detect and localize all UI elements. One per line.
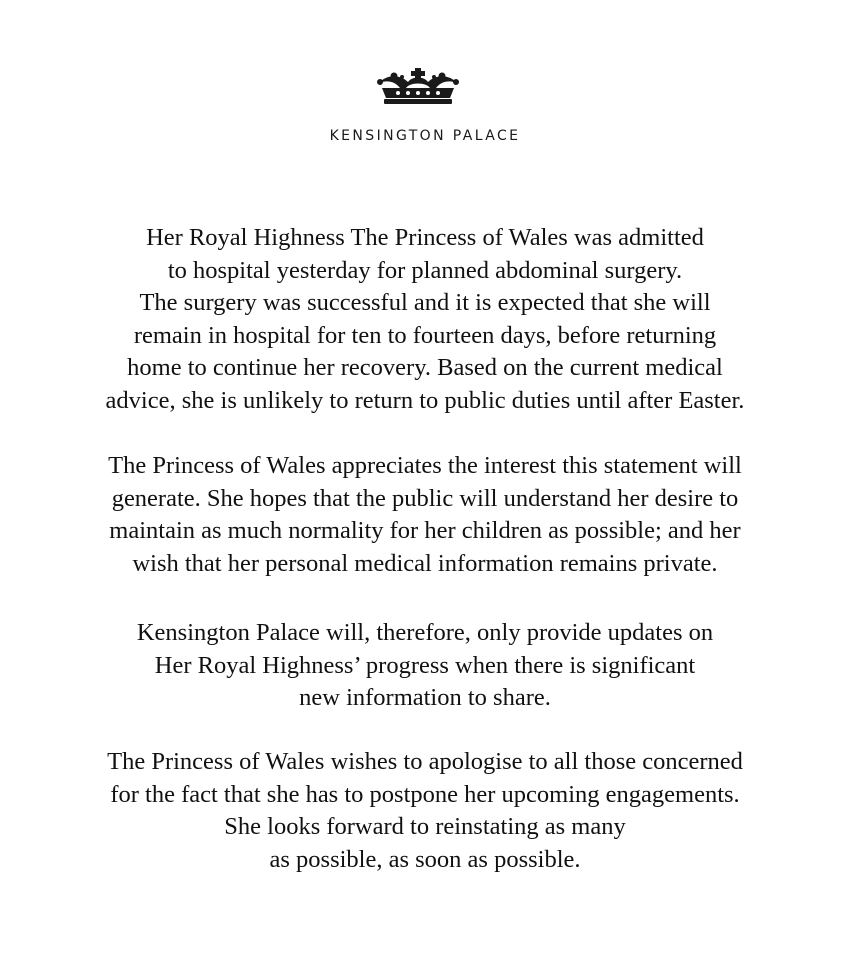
statement-line: as possible, as soon as possible. xyxy=(269,845,581,873)
statement-line: new information to share. xyxy=(299,684,551,711)
statement-line: for the fact that she has to postpone her upcoming engagements. xyxy=(110,780,740,808)
statement-paragraph xyxy=(0,746,850,876)
statement-line: generate. She hopes that the public will understand her desire to xyxy=(111,484,739,512)
statement-line: Her Royal Highness The Princess of Wales was admitted xyxy=(146,224,704,251)
statement-line: The Princess of Wales wishes to apologise to all those concerned xyxy=(107,748,743,775)
statement-line: Her Royal Highness’ progress when there is significant xyxy=(154,651,696,679)
statement-paragraph xyxy=(0,450,850,580)
statement-line: home to continue her recovery. Based on the current medical xyxy=(127,354,723,381)
statement-line: Kensington Palace will, therefore, only provide updates on xyxy=(136,619,714,646)
statement-line: wish that her personal medical information remains private. xyxy=(132,549,718,577)
statement-line: to hospital yesterday for planned abdominal surgery. xyxy=(167,256,683,284)
statement-line: The Princess of Wales appreciates the interest this statement will xyxy=(108,452,742,479)
statement-line: maintain as much normality for her children as possible; and her xyxy=(109,517,741,544)
statement-line: advice, she is unlikely to return to public duties until after Easter. xyxy=(105,386,745,414)
statement-paragraph xyxy=(0,222,850,417)
statement-line: She looks forward to reinstating as many xyxy=(224,813,626,840)
statement-line: remain in hospital for ten to fourteen days, before returning xyxy=(133,321,717,349)
statement-line: The surgery was successful and it is expected that she will xyxy=(139,289,711,316)
letterhead-title: KENSINGTON PALACE xyxy=(329,128,521,144)
crown-icon xyxy=(372,66,464,108)
statement-paragraph xyxy=(0,617,850,715)
